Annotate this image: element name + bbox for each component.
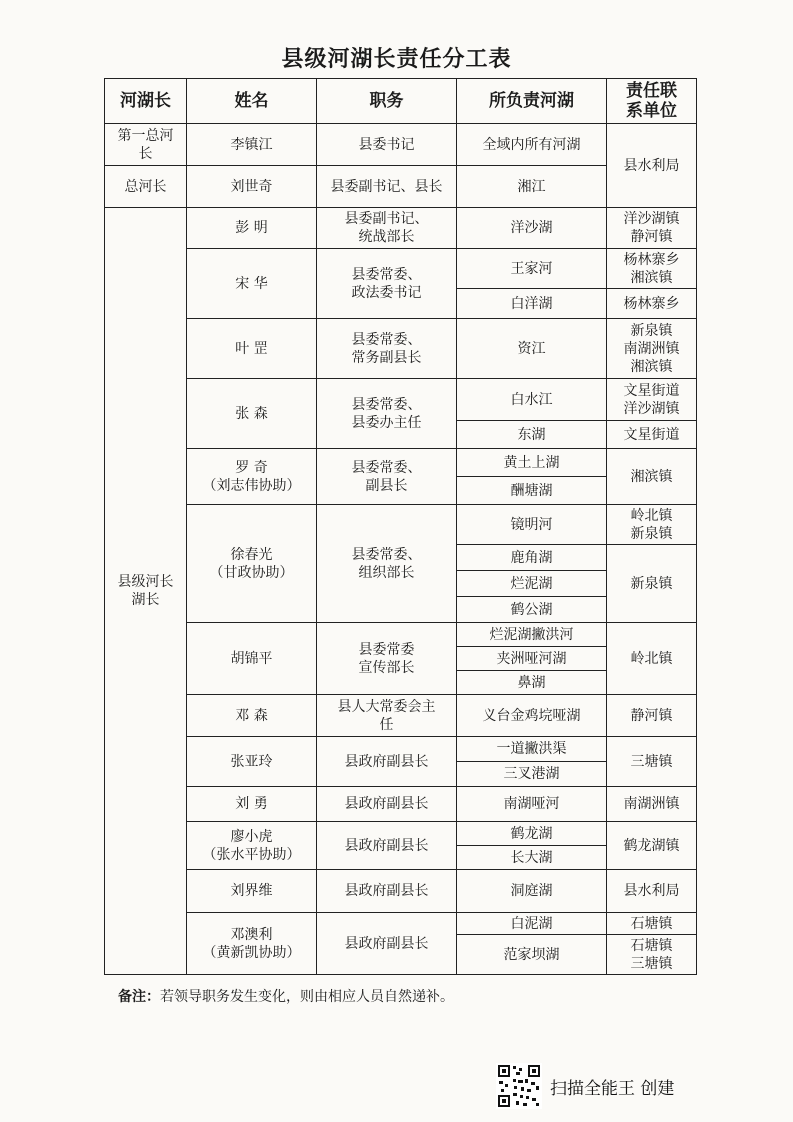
header-cell: 职务 [317,79,457,124]
post-cell: 县政府副县长 [317,737,457,787]
table-row [105,449,697,477]
post-cell: 县委常委、 组织部长 [317,505,457,623]
footnote-text: 若领导职务发生变化，则由相应人员自然递补。 [160,989,454,1005]
post-cell: 县委副书记、县长 [317,166,457,208]
unit-cell: 新泉镇 南湖洲镇 湘滨镇 [607,319,697,379]
name-cell: 徐春光 （甘政协助） [187,505,317,623]
unit-cell: 杨林寨乡 湘滨镇 [607,249,697,289]
header-cell: 责任联 系单位 [607,79,697,124]
post-cell: 县委常委、 政法委书记 [317,249,457,319]
table-row [105,124,697,166]
unit-cell: 洋沙湖镇 静河镇 [607,208,697,249]
role-cell: 县级河长 湖长 [105,208,187,975]
name-cell: 张 森 [187,379,317,449]
unit-cell: 杨林寨乡 [607,289,697,319]
unit-cell: 鹤龙湖镇 [607,822,697,870]
unit-cell: 石塘镇 三塘镇 [607,935,697,975]
unit-cell: 岭北镇 新泉镇 [607,505,697,545]
river-cell: 酬塘湖 [457,477,607,505]
name-cell: 罗 奇 （刘志伟协助） [187,449,317,505]
table-row [105,870,697,913]
river-cell: 王家河 [457,249,607,289]
name-cell: 宋 华 [187,249,317,319]
unit-cell: 岭北镇 [607,623,697,695]
table-row [105,737,697,762]
river-cell: 烂泥湖 [457,571,607,597]
post-cell: 县委常委、 常务副县长 [317,319,457,379]
unit-cell: 县水利局 [607,870,697,913]
name-cell: 彭 明 [187,208,317,249]
name-cell: 刘 勇 [187,787,317,822]
post-cell: 县委书记 [317,124,457,166]
river-cell: 镜明河 [457,505,607,545]
scanner-watermark [496,1060,674,1112]
river-cell: 白泥湖 [457,913,607,935]
table-row [105,208,697,249]
river-cell: 白洋湖 [457,289,607,319]
unit-cell: 湘滨镇 [607,449,697,505]
post-cell: 县委常委、 副县长 [317,449,457,505]
post-cell: 县委常委 宣传部长 [317,623,457,695]
post-cell: 县委副书记、 统战部长 [317,208,457,249]
river-cell: 长大湖 [457,846,607,870]
table-row [105,505,697,545]
unit-cell: 静河镇 [607,695,697,737]
unit-cell: 文星街道 洋沙湖镇 [607,379,697,421]
post-cell: 县政府副县长 [317,870,457,913]
river-cell: 洋沙湖 [457,208,607,249]
watermark-text: 扫描全能王 创建 [550,1078,675,1099]
table-row [105,695,697,737]
name-cell: 廖小虎 （张水平协助） [187,822,317,870]
unit-cell: 三塘镇 [607,737,697,787]
table-row [105,249,697,289]
river-cell: 范家坝湖 [457,935,607,975]
post-cell: 县委常委、 县委办主任 [317,379,457,449]
footnote-label: 备注： [118,989,160,1005]
post-cell: 县政府副县长 [317,787,457,822]
river-cell: 南湖哑河 [457,787,607,822]
name-cell: 邓澳利 （黄新凯协助） [187,913,317,975]
name-cell: 叶 罡 [187,319,317,379]
river-cell: 三叉港湖 [457,762,607,787]
river-cell: 一道撇洪渠 [457,737,607,762]
river-cell: 鹤龙湖 [457,822,607,846]
table-row [105,913,697,935]
river-cell: 洞庭湖 [457,870,607,913]
post-cell: 县人大常委会主 任 [317,695,457,737]
river-cell: 东湖 [457,421,607,449]
river-cell: 夹洲哑河湖 [457,647,607,671]
header-cell: 所负责河湖 [457,79,607,124]
river-cell: 资江 [457,319,607,379]
table-row [105,319,697,379]
post-cell: 县政府副县长 [317,913,457,975]
unit-cell: 文星街道 [607,421,697,449]
river-cell: 黄土上湖 [457,449,607,477]
unit-cell: 南湖洲镇 [607,787,697,822]
unit-cell: 县水利局 [607,124,697,208]
footnote [118,986,454,1006]
river-cell: 烂泥湖撇洪河 [457,623,607,647]
unit-cell: 新泉镇 [607,545,697,623]
name-cell: 邓 森 [187,695,317,737]
table-row [105,623,697,647]
qr-code-icon [496,1063,542,1109]
name-cell: 张亚玲 [187,737,317,787]
page-title: 县级河湖长责任分工表 [281,46,512,72]
role-cell: 总河长 [105,166,187,208]
name-cell: 刘世奇 [187,166,317,208]
responsibility-table [104,78,697,975]
unit-cell: 石塘镇 [607,913,697,935]
name-cell: 刘界维 [187,870,317,913]
river-cell: 全域内所有河湖 [457,124,607,166]
name-cell: 李镇江 [187,124,317,166]
name-cell: 胡锦平 [187,623,317,695]
table-header-row [105,79,697,124]
role-cell: 第一总河 长 [105,124,187,166]
post-cell: 县政府副县长 [317,822,457,870]
table-row [105,822,697,846]
table-row [105,379,697,421]
river-cell: 白水江 [457,379,607,421]
river-cell: 义台金鸡垸哑湖 [457,695,607,737]
header-cell: 姓名 [187,79,317,124]
table-row [105,787,697,822]
river-cell: 湘江 [457,166,607,208]
river-cell: 鹤公湖 [457,597,607,623]
header-cell: 河湖长 [105,79,187,124]
river-cell: 鼻湖 [457,671,607,695]
river-cell: 鹿角湖 [457,545,607,571]
